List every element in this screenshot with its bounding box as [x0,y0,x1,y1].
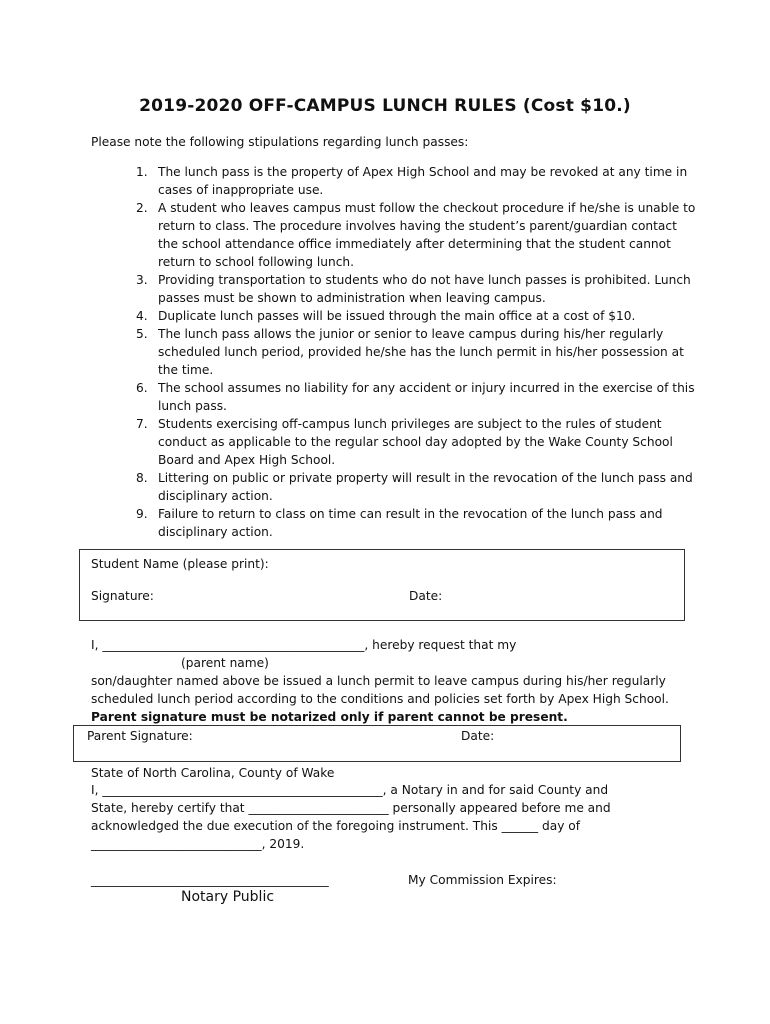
notary-public-label: Notary Public [181,889,275,905]
parent-name-caption: (parent name) [181,656,269,670]
rule-text: The school assumes no liability for any accident or injury incurred in the exercise of this lunch pass. [158,381,695,413]
notary-line: State, hereby certify that _______________________ personally appeared before me and [91,801,611,815]
student-name-field[interactable]: Student Name (please print): [91,557,269,571]
rule-text: The lunch pass allows the junior or senior to leave campus during his/her regularly scheduled lunch period, provided he/she has the lunch permit in his/her possession at the time. [158,327,684,377]
notary-line: ____________________________, 2019. [91,837,305,851]
list-item [136,415,696,469]
list-item [136,325,696,379]
rule-number: 6. [136,381,148,395]
rule-number: 1. [136,165,148,179]
rule-text: Duplicate lunch passes will be issued through the main office at a cost of $10. [158,309,636,323]
notary-state-line: State of North Carolina, County of Wake [91,766,335,780]
rule-text: Students exercising off-campus lunch privileges are subject to the rules of student conduct as applicable to the regular school day adopted by the Wake County School Board and Apex High School. [158,417,673,467]
rules-list [136,163,696,541]
rule-text: Littering on public or private property will result in the revocation of the lunch pass and disciplinary action. [158,471,693,503]
list-item [136,199,696,271]
notary-line: I, ______________________________________________, a Notary in and for said County and [91,783,609,797]
rule-text: The lunch pass is the property of Apex High School and may be revoked at any time in cases of inappropriate use. [158,165,688,197]
parent-request-line: I, ___________________________________________, hereby request that my [91,638,517,652]
notarize-notice: Parent signature must be notarized only if parent cannot be present. [91,710,568,724]
commission-expires-label: My Commission Expires: [408,873,557,887]
notary-signature-line[interactable]: _______________________________________ [91,873,329,887]
rule-number: 9. [136,507,148,521]
rule-text: A student who leaves campus must follow the checkout procedure if he/she is unable to return to class. The procedure involves having the student’s parent/guardian contact the school attendance office immediately after determining that the student cannot return to school following lunch. [158,201,696,269]
list-item [136,163,696,199]
intro-text: Please note the following stipulations regarding lunch passes: [91,135,469,149]
student-signature-field[interactable]: Signature: [91,589,154,603]
list-item [136,505,696,541]
parent-signature-box [73,725,681,762]
student-date-field[interactable]: Date: [409,589,443,603]
student-info-box [79,549,685,621]
rule-number: 5. [136,327,148,341]
rule-text: Providing transportation to students who do not have lunch passes is prohibited. Lunch passes must be shown to administration when leaving campus. [158,273,691,305]
list-item [136,271,696,307]
parent-request-line: scheduled lunch period according to the conditions and policies set forth by Apex High School. [91,692,669,706]
page-title: 2019-2020 OFF-CAMPUS LUNCH RULES (Cost $10.) [139,96,631,116]
list-item [136,307,696,325]
rule-number: 3. [136,273,148,287]
parent-signature-field[interactable]: Parent Signature: [87,729,193,743]
rule-number: 2. [136,201,148,215]
rule-text: Failure to return to class on time can result in the revocation of the lunch pass and disciplinary action. [158,507,663,539]
parent-date-field[interactable]: Date: [461,729,495,743]
parent-request-line: son/daughter named above be issued a lunch permit to leave campus during his/her regularly [91,674,666,688]
rule-number: 7. [136,417,148,431]
rule-number: 4. [136,309,148,323]
rule-number: 8. [136,471,148,485]
list-item [136,379,696,415]
list-item [136,469,696,505]
notary-line: acknowledged the due execution of the foregoing instrument. This ______ day of [91,819,581,833]
